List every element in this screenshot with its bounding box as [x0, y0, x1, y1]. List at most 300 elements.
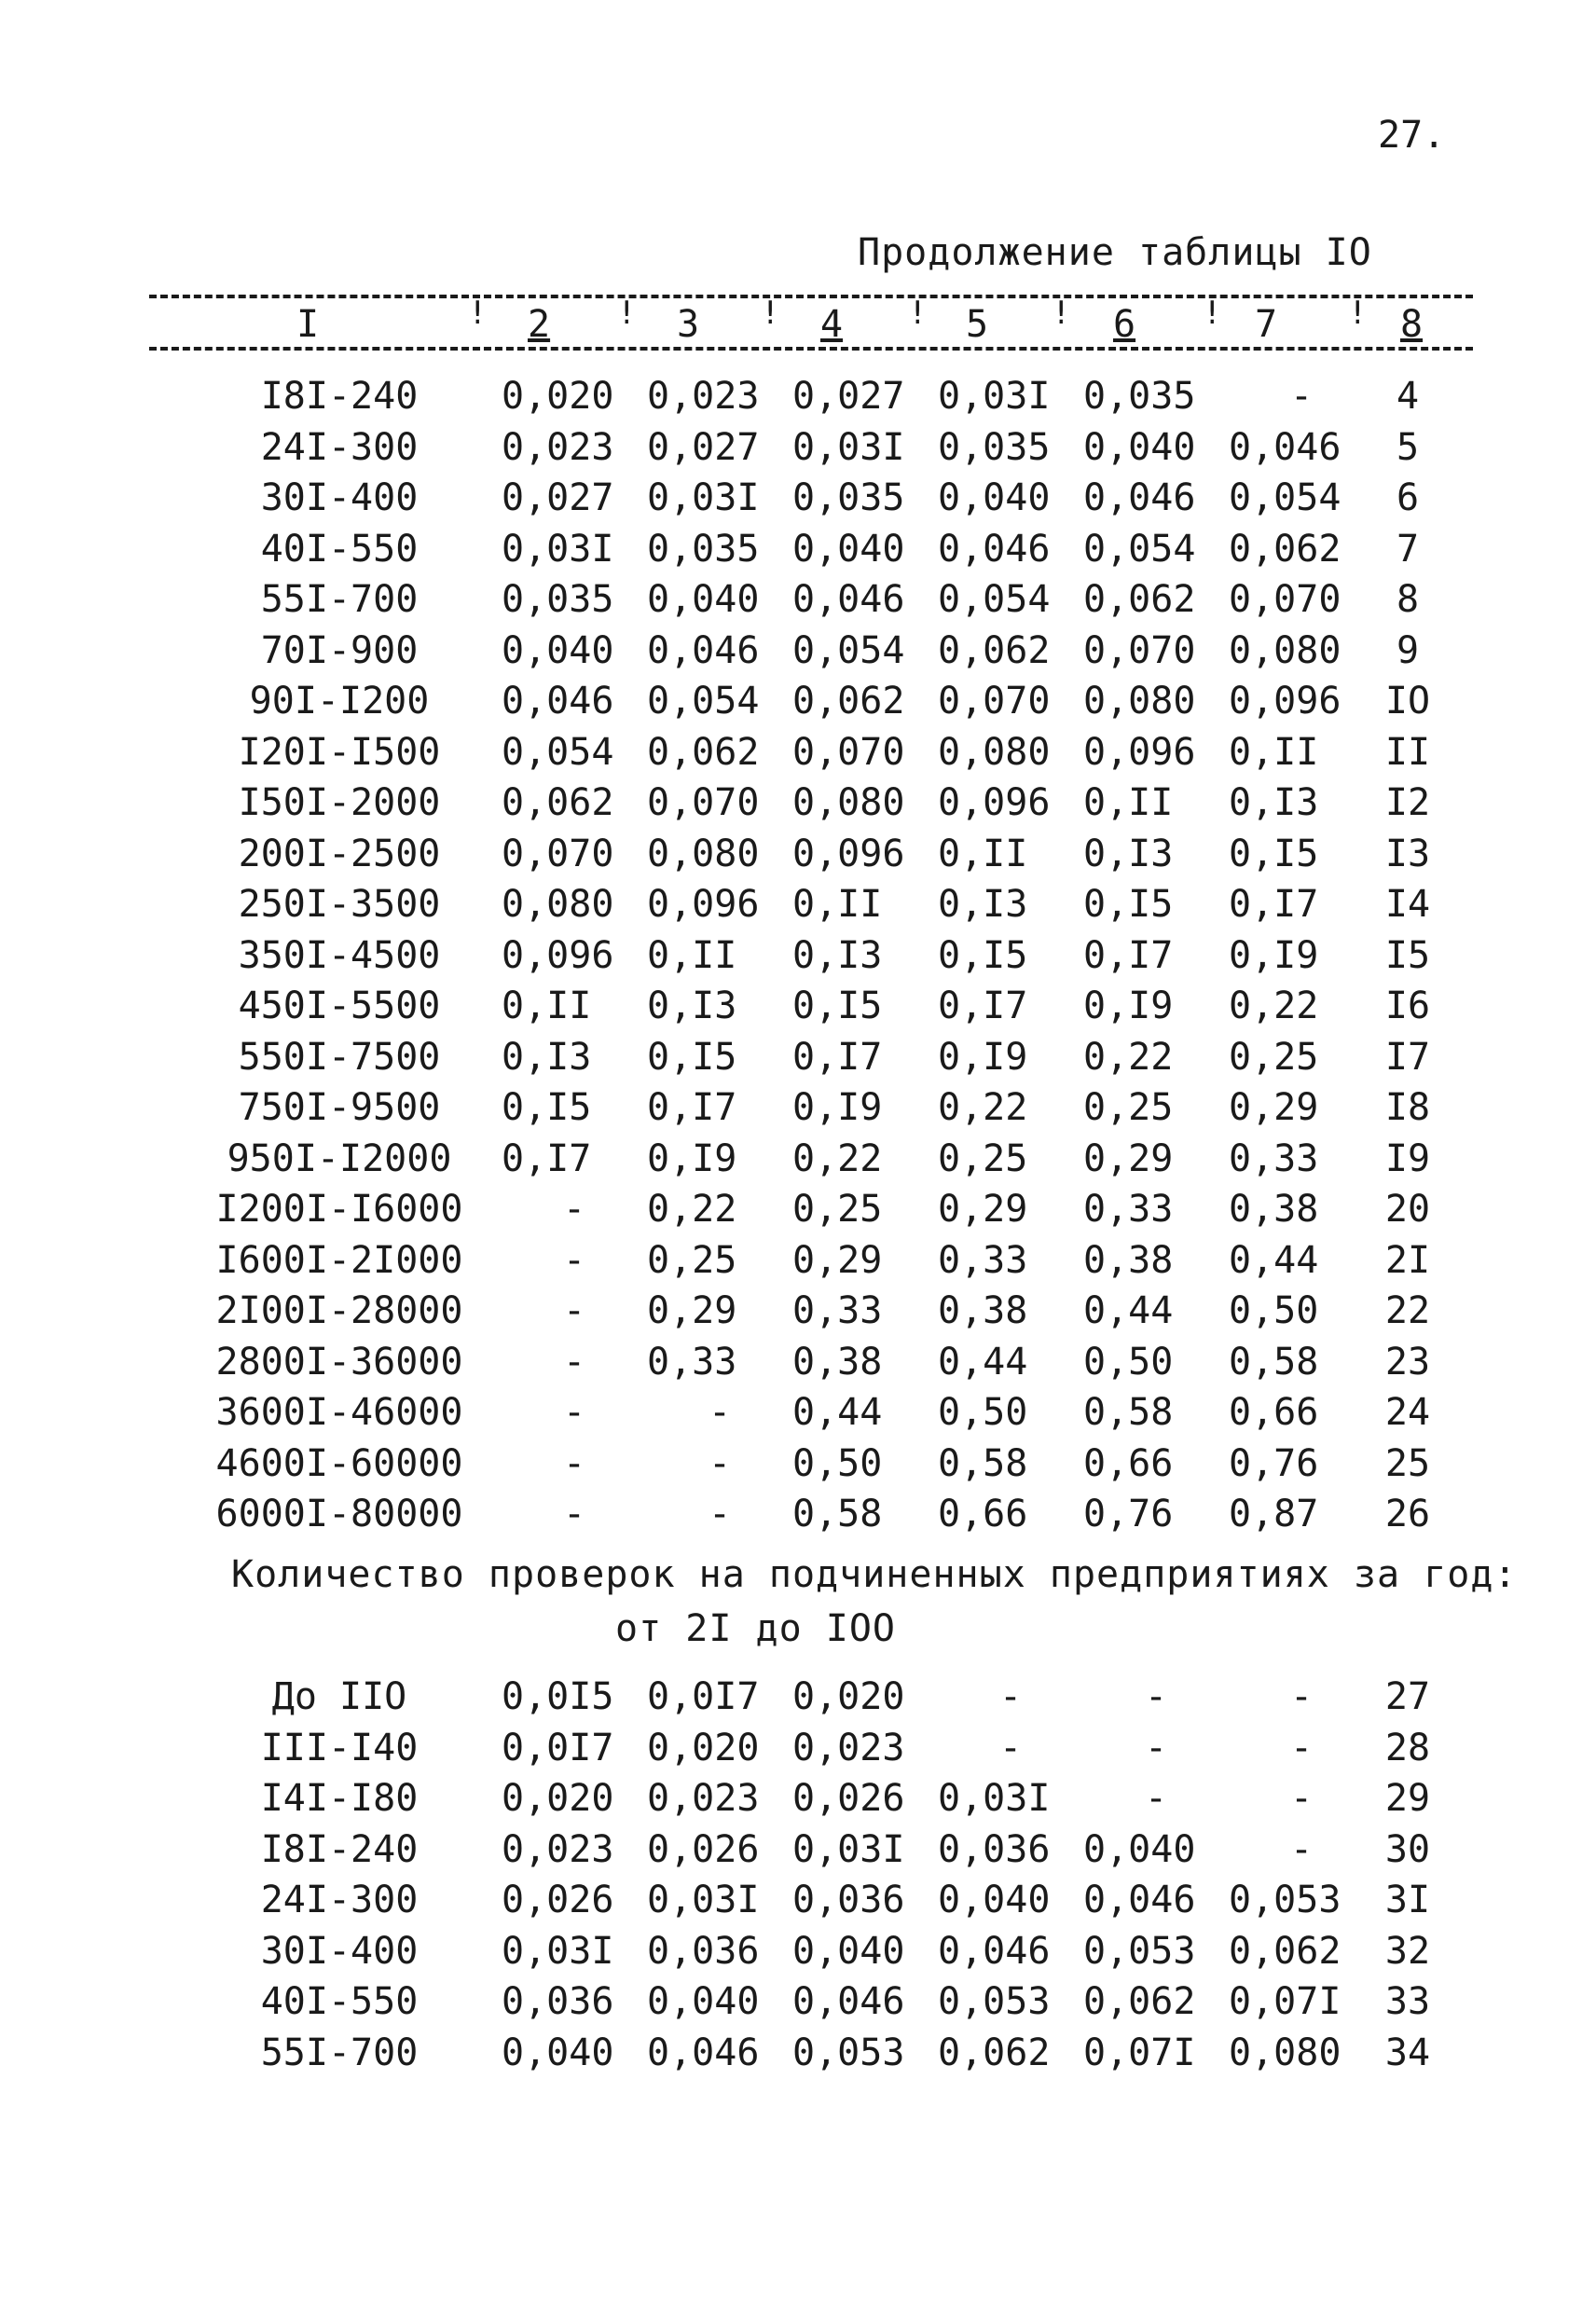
table-cell: 0,053: [792, 2031, 905, 2074]
table-cell: 0,44: [1229, 1238, 1319, 1282]
table-cell: 0,29: [647, 1289, 737, 1333]
table-cell: 0,020: [502, 375, 614, 419]
table-row: [177, 981, 1441, 1032]
table-cell: 0,07I: [1229, 1980, 1341, 2024]
table-row: [177, 2028, 1441, 2079]
column-header-1: I: [296, 303, 320, 346]
table-cell: 0,040: [502, 2031, 614, 2074]
table-cell: -: [1289, 375, 1314, 419]
table-cell: 0,054: [792, 628, 905, 672]
table-cell: 0,58: [1229, 1340, 1319, 1384]
table-cell: 0,29: [1229, 1086, 1319, 1130]
table-cell: 0,03I: [502, 527, 614, 571]
table-row: [177, 1926, 1441, 1977]
table-cell: 0,II: [1083, 781, 1174, 825]
table-cell: 0,062: [792, 680, 905, 723]
table-cell: I6: [1384, 984, 1431, 1028]
table-cell: -: [562, 1441, 586, 1485]
table-cell: 0,03I: [647, 476, 760, 520]
table-row: [177, 1875, 1441, 1926]
table-cell: 0,046: [1083, 1879, 1196, 1922]
table-cell: I7: [1384, 1035, 1431, 1079]
table-row: [177, 1672, 1441, 1723]
table-cell: 0,22: [647, 1188, 737, 1232]
header-separator: !: [468, 295, 488, 332]
table-cell: 0,03I: [792, 425, 905, 469]
table-cell: 0,0I7: [647, 1675, 760, 1719]
table-cell: 0,I7: [502, 1136, 592, 1180]
table-cell: 0,I5: [647, 1035, 737, 1079]
table-cell: -: [562, 1493, 586, 1536]
rates-table-main: [177, 371, 1441, 1540]
table-row: [177, 1082, 1441, 1134]
table-cell: -: [1289, 1777, 1314, 1821]
table-cell: I200I-I6000: [215, 1188, 463, 1232]
table-cell: 0,023: [792, 1726, 905, 1769]
table-cell: 0,080: [1229, 628, 1341, 672]
table-cell: 0,33: [792, 1289, 883, 1333]
table-cell: -: [1289, 1726, 1314, 1769]
table-cell: -: [562, 1289, 586, 1333]
table-cell: 0,040: [792, 527, 905, 571]
table-row: [177, 1387, 1441, 1439]
table-cell: -: [1144, 1777, 1168, 1821]
table-cell: 0,03I: [502, 1929, 614, 1973]
table-cell: 0,036: [502, 1980, 614, 2024]
table-cell: 26: [1384, 1493, 1431, 1536]
table-cell: 0,I3: [1229, 781, 1319, 825]
column-header-3: 3: [677, 303, 700, 346]
table-cell: 0,096: [502, 933, 614, 977]
table-cell: I8I-240: [260, 1827, 419, 1871]
table-cell: 8: [1396, 578, 1420, 622]
table-cell: 0,I7: [938, 984, 1028, 1028]
table-cell: 0,046: [502, 680, 614, 723]
table-cell: I4I-I80: [260, 1777, 419, 1821]
table-cell: 0,I9: [1229, 933, 1319, 977]
header-rule-top: [149, 295, 1473, 298]
table-cell: 0,062: [1229, 527, 1341, 571]
table-cell: 0,080: [792, 781, 905, 825]
table-cell: 0,I5: [1229, 832, 1319, 875]
table-cell: 0,035: [647, 527, 760, 571]
table-cell: 0,040: [938, 476, 1051, 520]
table-cell: 0,062: [502, 781, 614, 825]
table-cell: 0,040: [647, 1980, 760, 2024]
table-row: [177, 1723, 1441, 1774]
table-cell: 0,023: [647, 1777, 760, 1821]
table-row: [177, 879, 1441, 930]
table-cell: 3600I-46000: [215, 1391, 463, 1435]
table-cell: 0,29: [792, 1238, 883, 1282]
table-cell: 0,03I: [792, 1827, 905, 1871]
table-cell: 27: [1384, 1675, 1431, 1719]
table-cell: 6: [1396, 476, 1420, 520]
table-cell: I9: [1384, 1136, 1431, 1180]
table-cell: 0,I9: [1083, 984, 1174, 1028]
table-cell: 0,080: [1229, 2031, 1341, 2074]
table-row: [177, 1824, 1441, 1876]
table-cell: 0,22: [1083, 1035, 1174, 1079]
table-cell: 0,58: [792, 1493, 883, 1536]
table-cell: I20I-I500: [238, 730, 441, 774]
table-cell: -: [562, 1188, 586, 1232]
table-cell: 0,I5: [502, 1086, 592, 1130]
table-cell: 0,38: [792, 1340, 883, 1384]
table-row: [177, 676, 1441, 727]
table-cell: 0,03I: [647, 1879, 760, 1922]
table-cell: 200I-2500: [238, 832, 441, 875]
table-cell: 24I-300: [260, 425, 419, 469]
table-cell: 0,44: [938, 1340, 1028, 1384]
table-cell: -: [708, 1493, 732, 1536]
table-cell: 0,I9: [647, 1136, 737, 1180]
table-cell: 0,I3: [938, 883, 1028, 927]
table-cell: 0,I3: [1083, 832, 1174, 875]
section-subtitle: от 2I до IOO: [615, 1607, 896, 1650]
table-cell: 7: [1396, 527, 1420, 571]
table-cell: 3I: [1384, 1879, 1431, 1922]
table-row: [177, 1184, 1441, 1235]
table-row: [177, 829, 1441, 880]
table-cell: I50I-2000: [238, 781, 441, 825]
table-cell: 0,046: [792, 1980, 905, 2024]
table-cell: 32: [1384, 1929, 1431, 1973]
table-row: [177, 422, 1441, 474]
table-row: [177, 1235, 1441, 1287]
table-cell: 0,66: [1229, 1391, 1319, 1435]
table-cell: 0,I7: [1083, 933, 1174, 977]
table-cell: 0,50: [938, 1391, 1028, 1435]
table-cell: 0,023: [502, 425, 614, 469]
table-cell: 0,33: [1229, 1136, 1319, 1180]
table-cell: 0,25: [938, 1136, 1028, 1180]
table-cell: 0,25: [1229, 1035, 1319, 1079]
table-cell: 0,096: [792, 832, 905, 875]
table-cell: 29: [1384, 1777, 1431, 1821]
table-row: [177, 574, 1441, 626]
table-cell: 5: [1396, 425, 1420, 469]
table-cell: -: [1144, 1675, 1168, 1719]
table-cell: 0,070: [502, 832, 614, 875]
table-cell: 0,II: [502, 984, 592, 1028]
table-cell: 0,38: [1083, 1238, 1174, 1282]
table-cell: -: [708, 1441, 732, 1485]
table-cell: 0,33: [647, 1340, 737, 1384]
table-cell: 0,096: [1229, 680, 1341, 723]
header-separator: !: [1052, 295, 1071, 332]
table-cell: 0,33: [1083, 1188, 1174, 1232]
table-cell: -: [998, 1675, 1023, 1719]
table-cell: 0,25: [647, 1238, 737, 1282]
table-cell: 0,76: [1083, 1493, 1174, 1536]
table-cell: 0,50: [792, 1441, 883, 1485]
table-cell: 450I-5500: [238, 984, 441, 1028]
table-cell: 0,036: [938, 1827, 1051, 1871]
table-cell: 0,I7: [792, 1035, 883, 1079]
table-cell: 0,040: [502, 628, 614, 672]
table-row: [177, 1773, 1441, 1824]
table-cell: 0,020: [502, 1777, 614, 1821]
table-cell: 0,070: [1083, 628, 1196, 672]
table-row: [177, 1489, 1441, 1540]
table-cell: 25: [1384, 1441, 1431, 1485]
table-cell: 55I-700: [260, 2031, 419, 2074]
column-header-4: 4: [820, 303, 844, 346]
table-cell: 70I-900: [260, 628, 419, 672]
rates-table-subordinate: [177, 1672, 1441, 2078]
table-cell: 0,I7: [647, 1086, 737, 1130]
table-cell: 0,58: [938, 1441, 1028, 1485]
table-cell: 30I-400: [260, 1929, 419, 1973]
table-cell: 0,44: [792, 1391, 883, 1435]
table-row: [177, 1976, 1441, 2028]
table-cell: 0,66: [938, 1493, 1028, 1536]
table-cell: 0,66: [1083, 1441, 1174, 1485]
table-cell: 0,062: [938, 2031, 1051, 2074]
table-row: [177, 727, 1441, 778]
table-cell: 0,053: [1083, 1929, 1196, 1973]
table-cell: 4600I-60000: [215, 1441, 463, 1485]
table-cell: 0,096: [647, 883, 760, 927]
table-cell: 0,040: [792, 1929, 905, 1973]
table-cell: 30: [1384, 1827, 1431, 1871]
table-cell: 0,44: [1083, 1289, 1174, 1333]
table-row: [177, 1286, 1441, 1337]
table-cell: 0,25: [1083, 1086, 1174, 1130]
table-row: [177, 524, 1441, 575]
table-cell: -: [1144, 1726, 1168, 1769]
table-cell: 0,040: [938, 1879, 1051, 1922]
table-cell: 0,046: [647, 628, 760, 672]
table-cell: 0,03I: [938, 1777, 1051, 1821]
table-cell: 33: [1384, 1980, 1431, 2024]
table-cell: 0,062: [938, 628, 1051, 672]
table-cell: 0,040: [1083, 425, 1196, 469]
column-header-5: 5: [966, 303, 989, 346]
table-cell: 0,046: [1229, 425, 1341, 469]
table-row: [177, 930, 1441, 982]
table-cell: 0,027: [502, 476, 614, 520]
table-cell: 0,053: [1229, 1879, 1341, 1922]
table-cell: -: [562, 1238, 586, 1282]
table-cell: II: [1384, 730, 1431, 774]
table-cell: -: [1289, 1675, 1314, 1719]
table-cell: 0,0I5: [502, 1675, 614, 1719]
table-cell: 0,080: [938, 730, 1051, 774]
table-cell: 0,33: [938, 1238, 1028, 1282]
table-cell: 0,035: [792, 476, 905, 520]
table-cell: 0,054: [502, 730, 614, 774]
table-cell: 550I-7500: [238, 1035, 441, 1079]
table-cell: 0,I9: [938, 1035, 1028, 1079]
table-cell: 9: [1396, 628, 1420, 672]
table-cell: 0,II: [938, 832, 1028, 875]
table-cell: 2I00I-28000: [215, 1289, 463, 1333]
table-cell: 0,29: [1083, 1136, 1174, 1180]
table-cell: I3: [1384, 832, 1431, 875]
table-cell: 20: [1384, 1188, 1431, 1232]
table-cell: 0,080: [502, 883, 614, 927]
table-row: [177, 1337, 1441, 1388]
table-cell: 28: [1384, 1726, 1431, 1769]
table-cell: 30I-400: [260, 476, 419, 520]
table-cell: 0,036: [647, 1929, 760, 1973]
table-row: [177, 473, 1441, 524]
header-rule-bottom: [149, 347, 1473, 351]
table-cell: 0,I5: [1083, 883, 1174, 927]
table-cell: 0,035: [502, 578, 614, 622]
table-cell: 2I: [1384, 1238, 1431, 1282]
table-cell: 0,027: [647, 425, 760, 469]
table-cell: 0,053: [938, 1980, 1051, 2024]
table-cell: 0,054: [1083, 527, 1196, 571]
table-cell: 0,054: [1229, 476, 1341, 520]
table-cell: 0,0I7: [502, 1726, 614, 1769]
column-header-8: 8: [1400, 303, 1424, 346]
table-cell: 0,070: [938, 680, 1051, 723]
table-cell: -: [998, 1726, 1023, 1769]
table-row: [177, 371, 1441, 422]
table-cell: 24I-300: [260, 1879, 419, 1922]
table-cell: 950I-I2000: [227, 1136, 452, 1180]
table-cell: 0,22: [792, 1136, 883, 1180]
table-cell: 0,I3: [647, 984, 737, 1028]
table-cell: I600I-2I000: [215, 1238, 463, 1282]
table-cell: 0,062: [1083, 1980, 1196, 2024]
table-cell: I8I-240: [260, 375, 419, 419]
table-cell: 250I-3500: [238, 883, 441, 927]
table-cell: 0,020: [647, 1726, 760, 1769]
table-cell: 0,023: [502, 1827, 614, 1871]
table-cell: -: [1289, 1827, 1314, 1871]
table-cell: 0,22: [1229, 984, 1319, 1028]
header-separator: !: [761, 295, 780, 332]
table-cell: 23: [1384, 1340, 1431, 1384]
table-cell: 0,036: [792, 1879, 905, 1922]
table-cell: До IIO: [271, 1675, 407, 1719]
table-cell: 0,023: [647, 375, 760, 419]
header-separator: !: [908, 295, 928, 332]
table-cell: 0,020: [792, 1675, 905, 1719]
table-cell: 0,07I: [1083, 2031, 1196, 2074]
column-header-7: 7: [1255, 303, 1278, 346]
table-cell: 0,035: [938, 425, 1051, 469]
table-cell: 0,054: [647, 680, 760, 723]
table-cell: 0,II: [792, 883, 883, 927]
column-header-6: 6: [1113, 303, 1136, 346]
header-separator: !: [1348, 295, 1368, 332]
table-cell: 0,035: [1083, 375, 1196, 419]
column-header-2: 2: [528, 303, 551, 346]
table-cell: 0,027: [792, 375, 905, 419]
table-cell: 4: [1396, 375, 1420, 419]
table-cell: 0,040: [1083, 1827, 1196, 1871]
table-cell: 0,I5: [938, 933, 1028, 977]
table-cell: 0,046: [647, 2031, 760, 2074]
table-cell: I4: [1384, 883, 1431, 927]
table-cell: 0,I9: [792, 1086, 883, 1130]
table-cell: 40I-550: [260, 1980, 419, 2024]
table-cell: 0,046: [938, 527, 1051, 571]
table-cell: I5: [1384, 933, 1431, 977]
table-cell: 0,026: [502, 1879, 614, 1922]
table-cell: 0,I7: [1229, 883, 1319, 927]
section-title: Количество проверок на подчиненных предприятиях за год:: [231, 1553, 1518, 1596]
table-cell: 0,76: [1229, 1441, 1319, 1485]
table-cell: -: [562, 1340, 586, 1384]
table-cell: 0,096: [938, 781, 1051, 825]
header-separator: !: [617, 295, 637, 332]
table-cell: 0,046: [938, 1929, 1051, 1973]
table-cell: -: [562, 1391, 586, 1435]
table-cell: 0,062: [1083, 578, 1196, 622]
table-cell: 350I-4500: [238, 933, 441, 977]
table-cell: 40I-550: [260, 527, 419, 571]
table-row: [177, 626, 1441, 677]
table-cell: 0,I3: [792, 933, 883, 977]
table-cell: 90I-I200: [249, 680, 430, 723]
table-cell: 22: [1384, 1289, 1431, 1333]
table-cell: 750I-9500: [238, 1086, 441, 1130]
table-cell: 0,080: [647, 832, 760, 875]
table-cell: 0,03I: [938, 375, 1051, 419]
table-cell: -: [708, 1391, 732, 1435]
table-caption: Продолжение таблицы IO: [858, 231, 1372, 274]
table-cell: 0,062: [647, 730, 760, 774]
header-separator: !: [1203, 295, 1222, 332]
page-number: 27.: [1378, 114, 1446, 157]
table-row: [177, 1134, 1441, 1185]
table-cell: 0,062: [1229, 1929, 1341, 1973]
table-cell: 0,I3: [502, 1035, 592, 1079]
table-cell: 0,I5: [792, 984, 883, 1028]
table-cell: 2800I-36000: [215, 1340, 463, 1384]
table-cell: 0,054: [938, 578, 1051, 622]
table-cell: 55I-700: [260, 578, 419, 622]
table-cell: 0,046: [792, 578, 905, 622]
table-cell: 0,87: [1229, 1493, 1319, 1536]
table-cell: 0,38: [938, 1289, 1028, 1333]
table-cell: 0,046: [1083, 476, 1196, 520]
table-cell: 0,II: [1229, 730, 1319, 774]
table-cell: 0,25: [792, 1188, 883, 1232]
table-cell: 0,50: [1229, 1289, 1319, 1333]
table-cell: 0,026: [647, 1827, 760, 1871]
table-cell: 6000I-80000: [215, 1493, 463, 1536]
table-cell: 0,29: [938, 1188, 1028, 1232]
table-cell: 0,38: [1229, 1188, 1319, 1232]
table-row: [177, 1439, 1441, 1490]
table-cell: 0,II: [647, 933, 737, 977]
table-cell: 0,026: [792, 1777, 905, 1821]
table-cell: III-I40: [260, 1726, 419, 1769]
table-row: [177, 1032, 1441, 1083]
table-cell: 0,58: [1083, 1391, 1174, 1435]
table-row: [177, 778, 1441, 829]
table-cell: I2: [1384, 781, 1431, 825]
table-cell: I8: [1384, 1086, 1431, 1130]
table-cell: 34: [1384, 2031, 1431, 2074]
table-cell: IO: [1384, 680, 1431, 723]
table-cell: 0,096: [1083, 730, 1196, 774]
table-cell: 0,070: [647, 781, 760, 825]
table-cell: 0,070: [1229, 578, 1341, 622]
table-cell: 0,070: [792, 730, 905, 774]
table-cell: 0,040: [647, 578, 760, 622]
table-cell: 24: [1384, 1391, 1431, 1435]
table-cell: 0,50: [1083, 1340, 1174, 1384]
